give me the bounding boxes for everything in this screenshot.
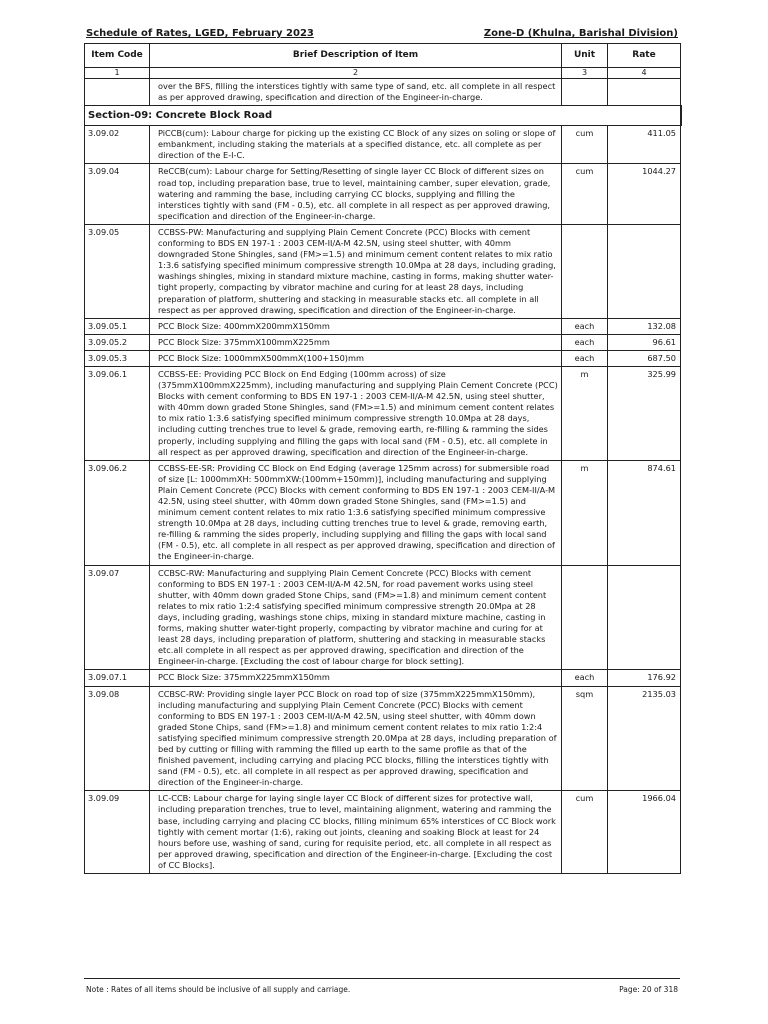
header-description: Brief Description of Item [150, 44, 562, 68]
item-code: 3.09.05 [85, 224, 150, 318]
header-rate: Rate [608, 44, 681, 68]
document-title: Schedule of Rates, LGED, February 2023 [86, 28, 314, 39]
table-row [85, 126, 681, 164]
section-row [85, 106, 681, 126]
table-row [85, 350, 681, 366]
item-description: PCC Block Size: 375mmX100mmX225mm [150, 334, 562, 350]
item-unit: each [562, 334, 608, 350]
table-header-row [85, 44, 681, 68]
item-rate: 1966.04 [608, 791, 681, 874]
item-rate: 325.99 [608, 366, 681, 460]
page-header [86, 28, 678, 42]
item-description: ReCCB(cum): Labour charge for Setting/Resetting of single layer CC Block of different sizes on road top, including preparation base, true to level, maintaining camber, super elevation, grade, watering and ramming the base, including carrying CC blocks, supplying and filling the interstices tightly with sand (FM - 0.5), etc. all complete in all respect as per approved drawing, specification and direction of the Engineer-in-charge. [150, 164, 562, 224]
item-description: CCBSC-RW: Manufacturing and supplying Plain Cement Concrete (PCC) Blocks with cement conforming to BDS EN 197-1 : 2003 CEM-II/A-M 42.5N, for road pavement works using steel shutter, with 40mm down graded Stone Chips, sand (FM>=1.8) and minimum cement content relates to mix ratio 1:2:4 satisfying specified minimum compressive strength 20.0Mpa at 28 days, including grading, washings stone chips, mixing in standard mixture machine, casting in forms, making shutter water-tight properly, compacting by vibrator machine and curing for at least 28 days, including preparation of platform, shuttering and stacking in measurable stacks etc.all complete in all respect as per approved drawing, specification and direction of the Engineer-in-charge. [Excluding the cost of labour charge for block setting]. [150, 565, 562, 670]
continuation-row [85, 79, 681, 106]
column-number-row [85, 68, 681, 79]
item-rate: 874.61 [608, 460, 681, 565]
item-code: 3.09.04 [85, 164, 150, 224]
item-unit [562, 565, 608, 670]
table-row [85, 224, 681, 318]
page-number: Page: 20 of 318 [619, 985, 678, 994]
item-description: CCBSS-EE: Providing PCC Block on End Edging (100mm across) of size (375mmX100mmX225mm), including manufacturing and supplying Plain Cement Concrete (PCC) Blocks with cement conforming to BDS EN 197-1 : 2003 CEM-II/A-M 42.5N, using steel shutter, with 40mm down graded Stone Shingles, sand (FM>=1.5) and minimum cement content relates to mix ratio 1:3.6 satisfying specified minimum compressive strength 10.0Mpa at 28 days, including cutting trenches true to level & grade, removing earth, re-filling & ramming the sides properly, including supplying and filling the gaps with local sand (FM - 0.5), etc. all complete in all respect as per approved drawing, specification and direction of the Engineer-in-charge. [150, 366, 562, 460]
item-rate: 132.08 [608, 318, 681, 334]
item-rate: 411.05 [608, 126, 681, 164]
item-rate [608, 224, 681, 318]
item-description: PiCCB(cum): Labour charge for picking up the existing CC Block of any sizes on soling or slope of embankment, including staking the materials at a specified distance, etc. all complete as per direction of the E-I-C. [150, 126, 562, 164]
zone-title: Zone-D (Khulna, Barishal Division) [483, 28, 678, 39]
item-unit: cum [562, 791, 608, 874]
item-description: CCBSC-RW: Providing single layer PCC Block on road top of size (375mmX225mmX150mm), including manufacturing and supplying Plain Cement Concrete (PCC) Blocks with cement conforming to BDS EN 197-1 : 2003 CEM-II/A-M 42.5N, using steel shutter, with 40mm down graded Stone Chips, sand (FM>=1.8) and minimum cement content relates to mix ratio 1:2:4 satisfying specified minimum compressive strength 20.0Mpa at 28 days, including preparation of bed by cutting or filling with ramming the filled up earth to the same profile as that of the finished pavement, including carrying and placing PCC blocks, filling the interstices tightly with sand (FM - 0.5), etc. all complete in all respect as per approved drawing, specification and direction of the Engineer-in-charge. [150, 686, 562, 791]
table-row [85, 686, 681, 791]
item-unit: sqm [562, 686, 608, 791]
item-description: LC-CCB: Labour charge for laying single layer CC Block of different sizes for protective wall, including preparation trenches, true to level, maintaining alignment, watering and ramming the base, including carrying and placing CC blocks, filling minimum 65% interstices of CC Block work tightly with cement mortar (1:6), raking out joints, cleaning and soaking Block at least for 24 hours before use, washing of sand, curing for requisite period, etc. all complete in all respect as per approved drawing, specification and direction of the Engineer-in-charge. [Excluding the cost of CC Blocks]. [150, 791, 562, 874]
column-number: 1 [85, 68, 150, 79]
item-code: 3.09.05.1 [85, 318, 150, 334]
item-unit: each [562, 318, 608, 334]
column-number: 4 [608, 68, 681, 79]
item-description: PCC Block Size: 400mmX200mmX150mm [150, 318, 562, 334]
item-rate: 96.61 [608, 334, 681, 350]
header-unit: Unit [562, 44, 608, 68]
item-rate: 2135.03 [608, 686, 681, 791]
item-unit: each [562, 670, 608, 686]
item-description: PCC Block Size: 375mmX225mmX150mm [150, 670, 562, 686]
item-code: 3.09.07.1 [85, 670, 150, 686]
item-code: 3.09.06.2 [85, 460, 150, 565]
continuation-text: over the BFS, filling the interstices tightly with same type of sand, etc. all complete in all respect as per approved drawing, specification and direction of the Engineer-in-charge. [150, 79, 562, 106]
page-footer [86, 985, 678, 997]
item-code: 3.09.08 [85, 686, 150, 791]
item-rate: 1044.27 [608, 164, 681, 224]
item-unit [562, 224, 608, 318]
table-row [85, 164, 681, 224]
item-description: CCBSS-PW: Manufacturing and supplying Plain Cement Concrete (PCC) Blocks with cement conforming to BDS EN 197-1 : 2003 CEM-II/A-M 42.5N, using steel shutter, with 40mm downgraded Stone Shingles, sand (FM>=1.5) and minimum cement content relates to mix ratio 1:3.6 satisfying specified minimum compressive strength 10.0Mpa at 28 days, including grading, washings shingles, mixing in standard mixture machine, casting in forms, making shutter water-tight properly, compacting by vibrator machine and curing for at least 28 days, including preparation of platform, shuttering and stacking in measurable stacks etc. all complete in all respect as per approved drawing, specification and direction of the Engineer-in-charge. [150, 224, 562, 318]
item-code: 3.09.09 [85, 791, 150, 874]
item-rate [608, 565, 681, 670]
row-code [85, 79, 150, 106]
section-title: Section-09: Concrete Block Road [85, 106, 681, 126]
column-number: 2 [150, 68, 562, 79]
item-description: CCBSS-EE-SR: Providing CC Block on End Edging (average 125mm across) for submersible road of size [L: 1000mmXH: 500mmXW:(100mm+150mm)], including manufacturing and supplying Plain Cement Concrete (PCC) Blocks with cement conforming to BDS EN 197-1 : 2003 CEM-II/A-M 42.5N, using steel shutter, with 40mm down graded Stone Shingles, sand (FM>=1.5) and minimum cement content relates to mix ratio 1:3.6 satisfying specified minimum compressive strength 10.0Mpa at 28 days, including cutting trenches true to level & grade, removing earth, re-filling & ramming the sides properly, including supplying and filling the gaps with local sand (FM - 0.5), etc. all complete in all respect as per approved drawing, specification and direction of the Engineer-in-charge. [150, 460, 562, 565]
item-unit: m [562, 366, 608, 460]
footer-divider [84, 978, 680, 979]
table-row [85, 318, 681, 334]
footer-note: Note : Rates of all items should be inclusive of all supply and carriage. [86, 985, 351, 994]
table-row [85, 565, 681, 670]
item-code: 3.09.05.2 [85, 334, 150, 350]
item-code: 3.09.07 [85, 565, 150, 670]
item-unit: cum [562, 126, 608, 164]
table-row [85, 791, 681, 874]
item-rate: 176.92 [608, 670, 681, 686]
item-unit: each [562, 350, 608, 366]
table-row [85, 366, 681, 460]
item-unit: cum [562, 164, 608, 224]
table-row [85, 334, 681, 350]
item-code: 3.09.06.1 [85, 366, 150, 460]
column-number: 3 [562, 68, 608, 79]
table-row [85, 460, 681, 565]
row-rate [608, 79, 681, 106]
row-unit [562, 79, 608, 106]
item-description: PCC Block Size: 1000mmX500mmX(100+150)mm [150, 350, 562, 366]
item-rate: 687.50 [608, 350, 681, 366]
table-row [85, 670, 681, 686]
item-code: 3.09.02 [85, 126, 150, 164]
item-code: 3.09.05.3 [85, 350, 150, 366]
rates-table [84, 43, 682, 874]
header-item-code: Item Code [85, 44, 150, 68]
item-unit: m [562, 460, 608, 565]
